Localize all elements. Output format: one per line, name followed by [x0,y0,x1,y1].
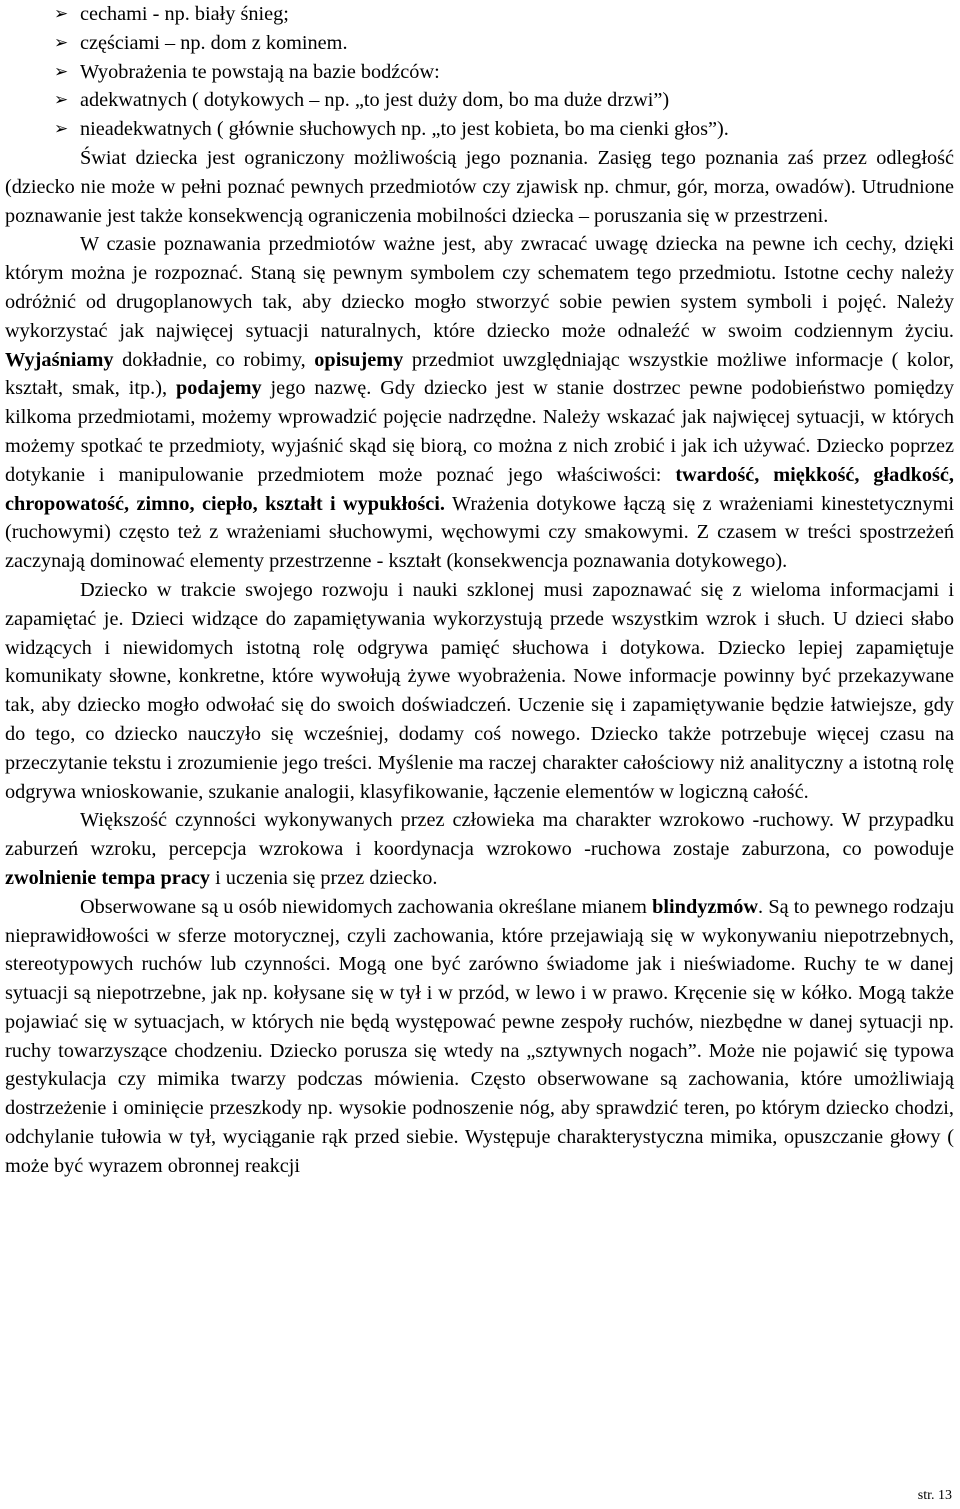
list-item-text: adekwatnych ( dotykowych – np. „to jest duży dom, bo ma duże drzwi”) [80,89,670,112]
paragraph-visual-motor [5,806,954,892]
bold-term: opisujemy [314,348,404,371]
bullet-list [5,0,954,144]
list-item-text: nieadekwatnych ( głównie słuchowych np. „to jest kobieta, bo ma cienki głos”). [80,118,729,141]
arrow-bullet-icon: ➢ [54,119,69,139]
text-run: jego nazwę. Gdy dziecko jest w stanie dostrzec pewne podobieństwo pomiędzy kilkoma przedmiotami, możemy wprowadzić pojęcie nadrzędne. Należy wskazać jak najwięcej sytuacji, w których możemy spotkać te przedmioty, wyjaśnić skąd się biorą, co można z nich zrobić i jak ich używać. Dziecko poprzez dotykanie i manipulowanie przedmiotem może poznać jego właściwości: [5,377,954,486]
arrow-bullet-icon: ➢ [54,32,69,52]
paragraph-blindisms [5,893,954,1181]
bold-term: twardość, miękkość, gładkość, chropowatość, zimno, ciepło, kształt i wypukłości. [5,463,954,515]
arrow-bullet-icon: ➢ [54,90,69,110]
text-run: . Są to pewnego rodzaju nieprawidłowości w sferze motorycznej, czyli zachowania, które przejawiają się w wykonywaniu niepotrzebnych, stereotypowych ruchów lub czynności. Mogą one być zarówno świadome jak i nieświadome. Ruchy te w danej sytuacji są niepotrzebne, jak np. kołysane się w tył i w przód, w lewo i w prawo. Kręcenie się w kółko. Mogą także pojawiać się w sytuacjach, w których nie będą występować pewne zespoły ruchów, niezbędne w danej sytuacji np. ruchy towarzyszące chodzeniu. Dziecko porusza się wtedy na „sztywnych nogach”. Może nie pojawić się typowa gestykulacja czy mimika twarzy podczas mówienia. Często obserwowane są zachowania, które umożliwiają dostrzeżenie i ominięcie przeszkody np. wysokie podnoszenie nóg, aby sprawdzić teren, po którym dziecko chodzi, odchylanie tułowia w tył, wyciąganie rąk przed siebie. Występuje charakterystyczna mimika, opuszczanie głowy ( może być wyrazem obronnej reakcji [5,895,954,1177]
list-item-text: Wyobrażenia te powstają na bazie bodźców: [80,60,440,83]
text-run: Wrażenia dotykowe łączą się z wrażeniami kinestetycznymi (ruchowymi) często też z wrażeniami słuchowymi, węchowymi czy smakowymi. Z czasem w treści spostrzeżeń zaczynają dominować elementy przestrzenne - kształt (konsekwencja poznawania dotykowego). [5,492,954,573]
page-number: str. 13 [917,1488,952,1503]
bold-term: zwolnienie tempa pracy [5,866,211,889]
text-run: przedmiot uwzględniając wszystkie możliwe informacje ( kolor, kształt, smak, itp.), [5,348,954,400]
paragraph-memory: Dziecko w trakcie swojego rozwoju i nauki szklonej musi zapoznawać się z wieloma informacjami i zapamiętać je. Dzieci widzące do zapamiętywania wykorzystują przede wszystkim wzrok i słuch. U dzieci słabo widzących i niewidomych istotną rolę odgrywa pamięć słuchowa i dotykowa. Dziecko lepiej zapamiętuje komunikaty słowne, konkretne, które wywołują żywe wyobrażenia. Nowe informacje powinny być przekazywane tak, aby dziecko mogło odwołać się do swoich doświadczeń. Uczenie się i zapamiętywanie będzie łatwiejsze, gdy do tego, co dziecko nauczyło się wcześniej, dodamy coś nowego. Dziecko także potrzebuje więcej czasu na przeczytanie tekstu i zrozumienie jego treści. Myślenie ma raczej charakter całościowy niż analityczny a istotną rolę odgrywa wnioskowanie, szukanie analogii, klasyfikowanie, łączenie elementów w logiczną całość. [5,578,954,803]
bold-term: podajemy [175,377,262,400]
text-run: dokładnie, co robimy, [113,348,315,371]
text-run: W czasie poznawania przedmiotów ważne jest, aby zwracać uwagę dziecka na pewne ich cechy, dzięki którym można je rozpoznać. Staną się pewnym symbolem czy schematem tego przedmiotu. Istotne cechy należy odróżnić od drugoplanowych tak, aby dziecko mogło stworzyć sobie pewien system symboli i pojęć. Należy wykorzystać jak najwięcej sytuacji naturalnych, które dziecko może odnaleźć w swoim codziennym życiu. [5,233,954,342]
arrow-bullet-icon: ➢ [54,4,69,23]
list-item [5,0,954,29]
bold-term: Wyjaśniamy [5,348,114,371]
list-item-text: częściami – np. dom z kominem. [80,31,348,54]
list-item [5,86,954,115]
list-item [5,58,954,87]
text-run: Większość czynności wykonywanych przez człowieka ma charakter wzrokowo -ruchowy. W przypadku zaburzeń wzroku, percepcja wzrokowa i koordynacja wzrokowo -ruchowa zostaje zaburzona, co powoduje [5,809,954,861]
bold-term: blindyzmów [652,895,759,918]
paragraph-object-features [5,230,954,576]
list-item [5,29,954,58]
list-item [5,115,954,144]
text-run: i uczenia się przez dziecko. [210,866,438,889]
list-item-text: cechami - np. biały śnieg; [80,3,289,25]
text-run: Obserwowane są u osób niewidomych zachowania określane mianem [80,895,653,918]
document-page [5,0,954,1181]
paragraph-child-world: Świat dziecka jest ograniczony możliwością jego poznania. Zasięg tego poznania zaś przez odległość (dziecko nie może w pełni poznać pewnych przedmiotów czy zjawisk np. chmur, gór, morza, owadów). Utrudnione poznawanie jest także konsekwencją ograniczenia mobilności dziecka – poruszania się w przestrzeni. [5,146,954,227]
arrow-bullet-icon: ➢ [54,61,69,81]
